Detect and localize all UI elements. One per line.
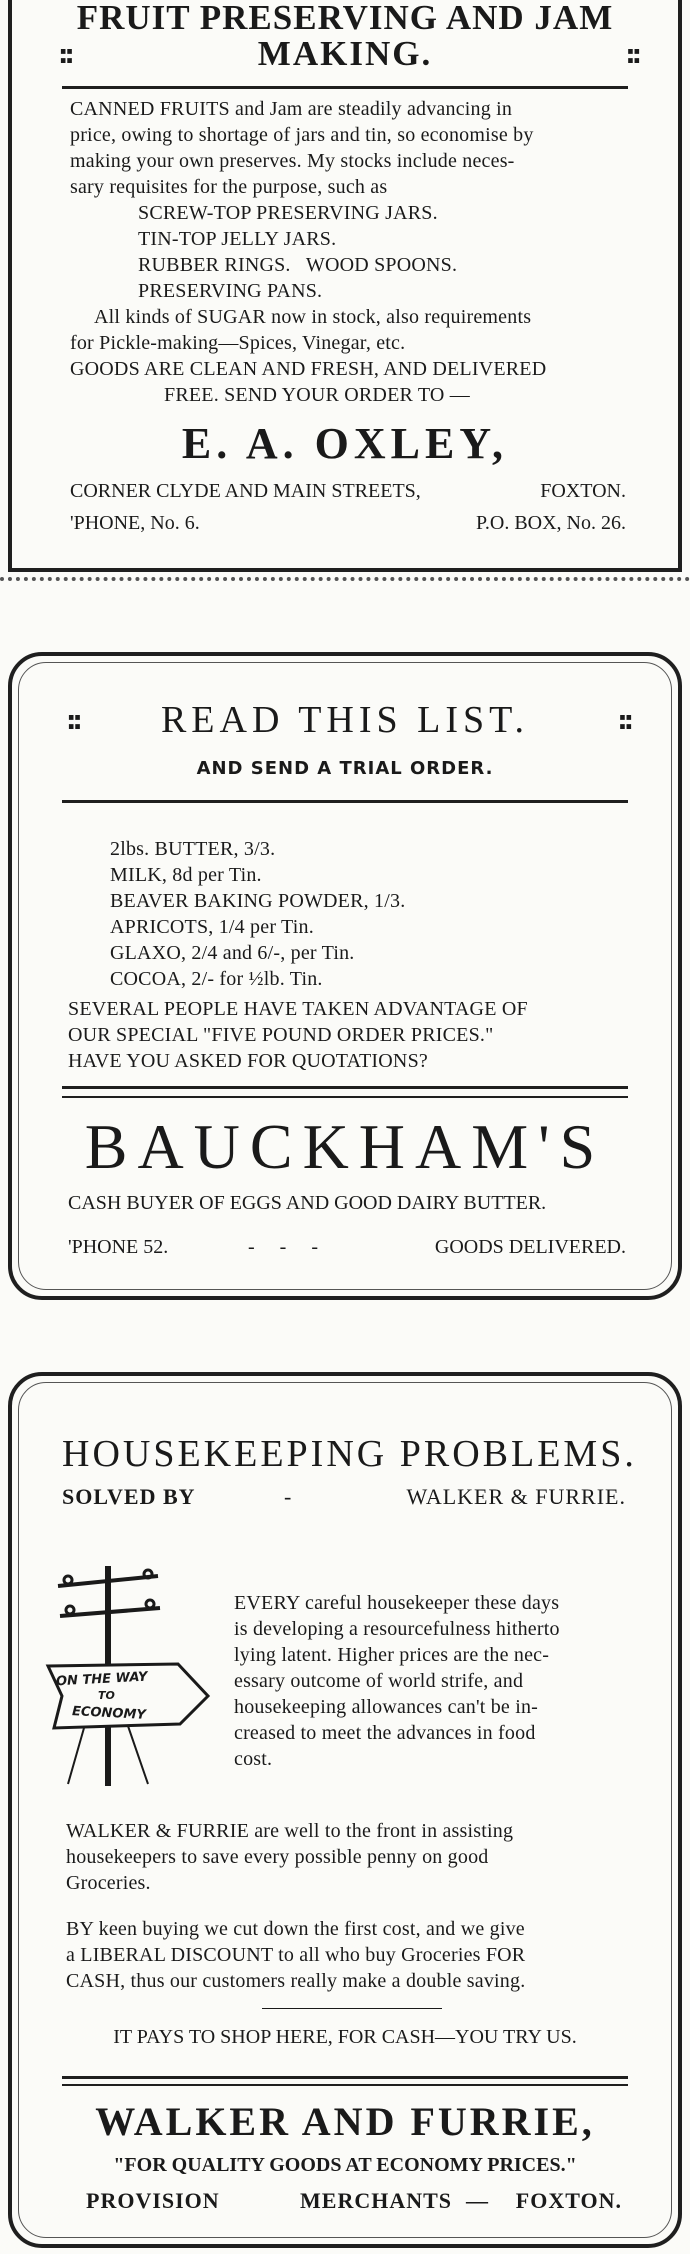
bauckham-phone: 'PHONE 52. [68,1236,169,1258]
oxley-text-line: sary requisites for the purpose, such as [70,176,388,198]
bauckham-text-line: SEVERAL PEOPLE HAVE TAKEN ADVANTAGE OF [68,998,528,1020]
oxley-dots-right: :: [625,40,638,70]
walker-text-line: EVERY careful housekeeper these days [234,1592,560,1614]
oxley-address: CORNER CLYDE AND MAIN STREETS, [70,480,421,502]
bauckham-rule-top [62,800,628,803]
bauckham-delivered: GOODS DELIVERED. [434,1236,626,1258]
bauckham-text-line: OUR SPECIAL "FIVE POUND ORDER PRICES." [68,1024,494,1046]
walker-headline: HOUSEKEEPING PROBLEMS. [62,1433,637,1475]
bauckham-subtitle: AND SEND A TRIAL ORDER. [196,758,494,779]
bauckham-rule-mid2 [62,1096,628,1098]
oxley-text-line: FREE. SEND YOUR ORDER TO — [164,384,470,406]
walker-footer-merchants: MERCHANTS [300,2188,453,2213]
walker-footer-town: FOXTON. [515,2188,622,2213]
bauckham-item: BEAVER BAKING POWDER, 1/3. [110,890,406,912]
oxley-text-line: price, owing to shortage of jars and tin, so economise by [70,124,534,146]
walker-furrie-advertisement [8,1372,682,2248]
oxley-item: SCREW-TOP PRESERVING JARS. [138,202,438,224]
bauckham-item: 2lbs. BUTTER, 3/3. [110,838,276,860]
oxley-text-line: for Pickle-making—Spices, Vinegar, etc. [70,332,406,354]
oxley-title-line2: MAKING. [257,34,433,73]
walker-intro-paragraph [234,1590,644,1772]
walker-text-line: Groceries. [66,1872,151,1894]
walker-rule-top [62,2076,628,2079]
oxley-item: TIN-TOP JELLY JARS. [138,228,337,250]
walker-text-line: a LIBERAL DISCOUNT to all who buy Groceries FOR [66,1944,526,1966]
walker-rule-top2 [62,2084,628,2086]
bauckham-merchant-name: BAUCKHAM'S [84,1111,606,1182]
bauckham-dots-right: :: [617,706,630,736]
walker-solved-dash: - [284,1484,292,1509]
oxley-merchant-name: E. A. OXLEY, [181,419,509,468]
oxley-body [70,96,642,408]
walker-merchant-name: WALKER AND FURRIE, [95,2099,595,2144]
page-divider [0,577,690,581]
walker-text-line: lying latent. Higher prices are the nec- [234,1644,550,1666]
bauckham-dots-left: :: [66,706,79,736]
walker-paragraph-2 [66,1818,513,1896]
walker-call-to-action: IT PAYS TO SHOP HERE, FOR CASH—YOU TRY US. [113,2026,577,2048]
oxley-phone: 'PHONE, No. 6. [70,512,200,534]
oxley-item: RUBBER RINGS. WOOD SPOONS. [138,254,458,276]
walker-text-line: cost. [234,1748,273,1770]
walker-text-line: WALKER & FURRIE are well to the front in assisting [66,1820,514,1842]
bauckham-item: MILK, 8d per Tin. [110,864,262,886]
walker-text-line: creased to meet the advances in food [234,1722,536,1744]
sign-text-line2: TO [98,1689,115,1702]
bauckham-dashes: - - - [248,1236,318,1258]
oxley-text-line: making your own preserves. My stocks include neces- [70,150,515,172]
walker-text-line: is developing a resourcefulness hitherto [234,1618,560,1640]
oxley-text-line: CANNED FRUITS and Jam are steadily advancing in [70,98,513,120]
bauckham-text-line: HAVE YOU ASKED FOR QUOTATIONS? [68,1050,428,1072]
walker-solved-name: WALKER & FURRIE. [406,1484,626,1509]
oxley-title-rule [62,86,628,89]
bauckham-item: GLAXO, 2/4 and 6/-, per Tin. [110,942,355,964]
oxley-text-line: GOODS ARE CLEAN AND FRESH, AND DELIVERED [70,358,547,380]
walker-paragraph-3 [66,1916,525,1994]
walker-solved-by: SOLVED BY [62,1484,196,1509]
walker-footer-dash: — [466,2188,488,2213]
sign-text-line3: ECONOMY [71,1704,147,1723]
walker-text-line: housekeepers to save every possible penny on good [66,1846,489,1868]
bauckham-list [110,836,405,992]
walker-text-line: housekeeping allowances can't be in- [234,1696,539,1718]
bauckham-title: READ THIS LIST. [160,699,530,741]
walker-text-line: essary outcome of world strife, and [234,1670,524,1692]
walker-text-line: BY keen buying we cut down the first cost, and we give [66,1918,525,1940]
bauckham-advertisement [8,652,682,1300]
oxley-title-line1: FRUIT PRESERVING AND JAM [76,0,614,37]
walker-text-line: CASH, thus our customers really make a double saving. [66,1970,526,1992]
walker-slogan: "FOR QUALITY GOODS AT ECONOMY PRICES." [113,2154,577,2176]
oxley-item: PRESERVING PANS. [138,280,323,302]
bauckham-item: APRICOTS, 1/4 per Tin. [110,916,314,938]
walker-short-rule [262,2008,442,2009]
oxley-town: FOXTON. [540,480,626,502]
oxley-advertisement [8,0,682,572]
bauckham-rule-mid [62,1086,628,1089]
oxley-dots-left: :: [58,40,71,70]
oxley-text-line: All kinds of SUGAR now in stock, also requirements [94,306,532,328]
walker-footer-provision: PROVISION [86,2188,220,2213]
bauckham-item: COCOA, 2/- for ½lb. Tin. [110,968,323,990]
oxley-po-box: P.O. BOX, No. 26. [475,512,626,534]
bauckham-tagline: CASH BUYER OF EGGS AND GOOD DAIRY BUTTER. [68,1192,547,1214]
sign-text-line1: ON THE WAY [55,1669,148,1690]
bauckham-paragraph [68,996,528,1074]
